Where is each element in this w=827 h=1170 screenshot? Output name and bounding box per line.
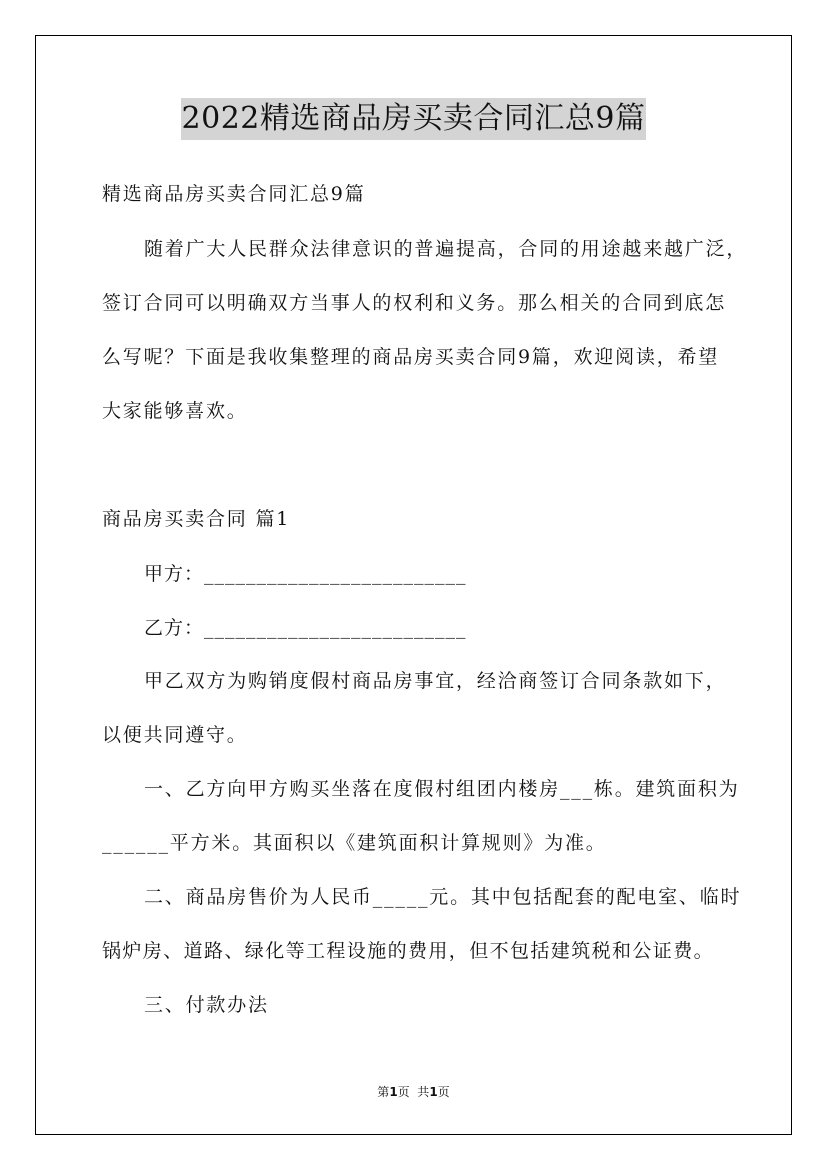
title-container — [0, 98, 827, 140]
body-line-5: 二、商品房售价为人民币_____元。其中包括配套的配电室、临时 — [144, 886, 742, 908]
body-line-3: 一、乙方向甲方购买坐落在度假村组团内楼房___栋。建筑面积为 — [144, 778, 740, 800]
footer-page-number: 1 — [389, 1085, 398, 1099]
body-line-4: ______平方米。其面积以《建筑面积计算规则》为准。 — [102, 832, 607, 854]
footer-page-prefix: 第 — [377, 1085, 390, 1099]
footer-page-mid: 页 共 — [397, 1085, 430, 1099]
party-b-line: 乙方：_________________________ — [144, 617, 467, 639]
body-line-2: 以便共同遵守。 — [102, 724, 248, 746]
page-footer — [0, 1083, 827, 1100]
intro-line-1: 随着广大人民群众法律意识的普遍提高，合同的用途越来越广泛， — [144, 238, 748, 260]
document-subtitle: 精选商品房买卖合同汇总9篇 — [102, 183, 366, 205]
footer-page-total: 1 — [429, 1085, 438, 1099]
footer-page-suffix: 页 — [437, 1085, 450, 1099]
intro-line-4: 大家能够喜欢。 — [102, 400, 248, 422]
document-title: 2022精选商品房买卖合同汇总9篇 — [181, 98, 647, 140]
body-line-6: 锅炉房、道路、绿化等工程设施的费用，但不包括建筑税和公证费。 — [102, 940, 715, 962]
body-line-7: 三、付款办法 — [144, 994, 269, 1016]
intro-line-3: 么写呢？下面是我收集整理的商品房买卖合同9篇，欢迎阅读，希望 — [102, 346, 720, 368]
intro-line-2: 签订合同可以明确双方当事人的权利和义务。那么相关的合同到底怎 — [102, 292, 727, 314]
section-heading: 商品房买卖合同 篇1 — [102, 508, 291, 530]
body-line-1: 甲乙双方为购销度假村商品房事宜，经洽商签订合同条款如下， — [144, 670, 727, 692]
party-a-line: 甲方：_________________________ — [144, 563, 467, 585]
